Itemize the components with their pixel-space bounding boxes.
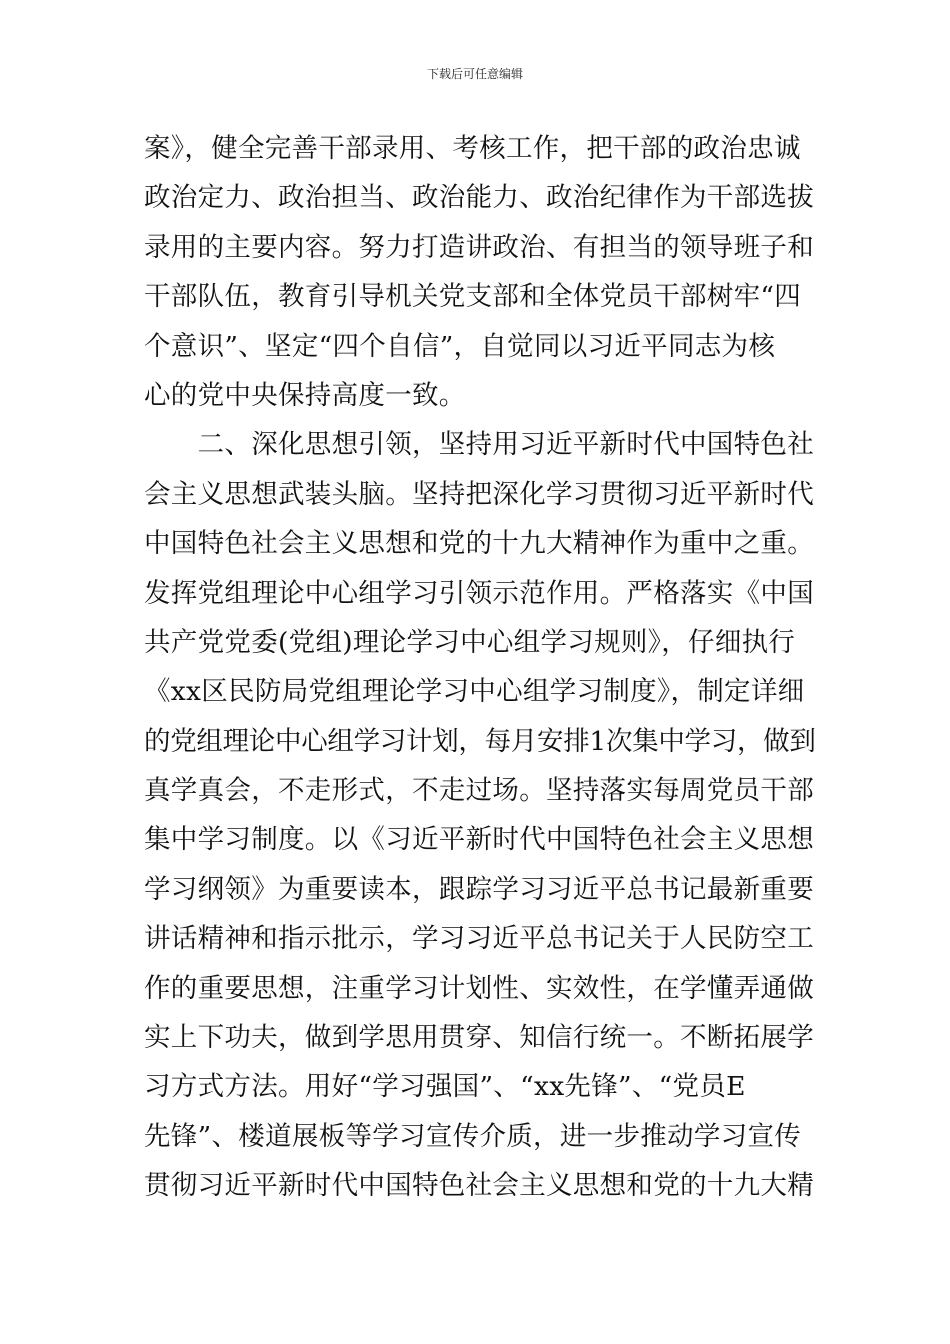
body-line-7: 二、深化思想引领，坚持用习近平新时代中国特色社 (144, 429, 814, 461)
body-line-11: 共产党党委(党组)理论学习中心组学习规则》，仔细执行 (144, 626, 796, 658)
body-line-20: 习方式方法。用好“学习强国”、“xx先锋”、“党员E (144, 1071, 746, 1103)
document-body (144, 124, 816, 1211)
body-line-19: 实上下功夫，做到学思用贯穿、知信行统一。不断拓展学 (144, 1022, 814, 1054)
body-line-1: 案》，健全完善干部录用、考核工作，把干部的政治忠诚 (144, 133, 801, 164)
body-line-5: 个意识”、坚定“四个自信”，自觉同以习近平同志为核 (144, 330, 776, 362)
body-line-18: 作的重要思想，注重学习计划性、实效性，在学懂弄通做 (144, 972, 814, 1004)
body-line-6: 心的党中央保持高度一致。 (144, 379, 466, 411)
body-line-13: 的党组理论中心组学习计划，每月安排1次集中学习，做到 (144, 725, 816, 757)
body-line-8: 会主义思想武装头脑。坚持把深化学习贯彻习近平新时代 (144, 478, 814, 510)
body-line-10: 发挥党组理论中心组学习引领示范作用。严格落实《中国 (144, 577, 814, 609)
body-line-4: 干部队伍，教育引导机关党支部和全体党员干部树牢“四 (144, 281, 802, 313)
body-line-12: 《xx区民防局党组理论学习中心组学习制度》，制定详细 (144, 676, 805, 708)
body-line-16: 学习纲领》为重要读本，跟踪学习习近平总书记最新重要 (144, 873, 814, 905)
page-header-note: 下载后可任意编辑 (426, 67, 523, 81)
body-line-9: 中国特色社会主义思想和党的十九大精神作为重中之重。 (144, 528, 814, 560)
body-line-2: 政治定力、政治担当、政治能力、政治纪律作为干部选拔 (144, 182, 814, 214)
body-line-15: 集中学习制度。以《习近平新时代中国特色社会主义思想 (144, 824, 814, 856)
body-line-22: 贯彻习近平新时代中国特色社会主义思想和党的十九大精 (144, 1170, 814, 1202)
body-line-21: 先锋”、楼道展板等学习宣传介质，进一步推动学习宣传 (144, 1120, 802, 1152)
body-line-17: 讲话精神和指示批示，学习习近平总书记关于人民防空工 (144, 923, 814, 955)
body-line-3: 录用的主要内容。努力打造讲政治、有担当的领导班子和 (144, 231, 814, 263)
body-line-14: 真学真会，不走形式，不走过场。坚持落实每周党员干部 (144, 775, 814, 807)
